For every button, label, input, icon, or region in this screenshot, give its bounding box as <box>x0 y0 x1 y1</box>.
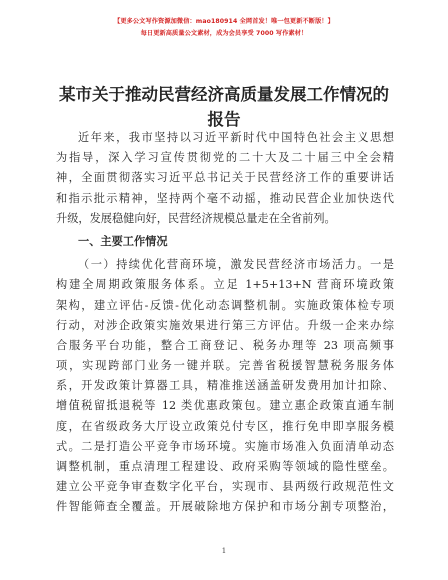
text-line: 行动，对涉企政策实施效果进行第三方评估。升级一企来办综 <box>56 318 394 332</box>
text-line: （一）持续优化营商环境，激发民营经济市场活力。一是 <box>78 258 394 272</box>
text-line: 增值税留抵退税等 12 类优惠政策包。建立惠企政策直通车制 <box>56 399 394 413</box>
text-line: 合服务平台功能，整合工商登记、税务办理等 23 项高频事 <box>56 338 394 352</box>
promo-banner <box>0 16 448 40</box>
document-title-line-1: 某市关于推动民营经济高质量发展工作情况的 <box>59 85 389 104</box>
section-heading: 一、主要工作情况 <box>78 234 168 248</box>
text-line: 度，在省级政务大厅设立政策兑付专区，推行免申即享服务模 <box>56 419 394 433</box>
text-line: 和指示批示精神，坚持两个毫不动摇，推动民营企业加快迭代 <box>56 191 394 205</box>
section-paragraph <box>56 255 394 517</box>
page-number: 1 <box>221 547 227 555</box>
text-line: 架构，建立评估-反馈-优化动态调整机制。实施政策体检专项 <box>56 298 394 312</box>
document-body <box>56 128 394 518</box>
text-line: 式。二是打造公平竞争市场环境。实施市场准入负面清单动态 <box>56 439 394 453</box>
text-line: 为指导，深入学习宣传贯彻党的二十大及二十届三中全会精 <box>56 151 394 165</box>
text-line: 神，全面贯彻落实习近平总书记关于民营经济工作的重要讲话 <box>56 171 394 185</box>
text-line: 件智能筛查全覆盖。开展破除地方保护和市场分割专项整治， <box>56 500 394 514</box>
text-line: 项，实现跨部门业务一键并联。完善省税援智慧税务服务体 <box>56 359 394 373</box>
text-line: 调整机制，重点清理工程建设、政府采购等领域的隐性壁垒。 <box>56 460 394 473</box>
intro-paragraph <box>56 128 394 229</box>
text-line: 系，开发政策计算器工具，精准推送涵盖研发费用加计扣除、 <box>56 379 394 393</box>
promo-banner-line-1: 【更多公文写作资源加微信：mao180914 全网首发！唯一包更新不断版！】 <box>114 18 334 25</box>
text-line: 近年来，我市坚持以习近平新时代中国特色社会主义思想 <box>78 131 394 144</box>
text-line: 构建全周期政策服务体系。立足 1+5+13+N 营商环境政策 <box>56 278 394 292</box>
document-title <box>0 82 448 132</box>
text-line: 建立公平竞争审查数字化平台，实现市、县两级行政规范性文 <box>56 480 394 494</box>
document-title-line-2: 报告 <box>207 110 241 129</box>
text-line: 升级，发展稳健向好，民营经济规模总量走在全省前列。 <box>56 211 336 225</box>
promo-banner-line-2: 每日更新高质量公文素材，成为会员享受 7000 写作素材！ <box>140 30 308 37</box>
